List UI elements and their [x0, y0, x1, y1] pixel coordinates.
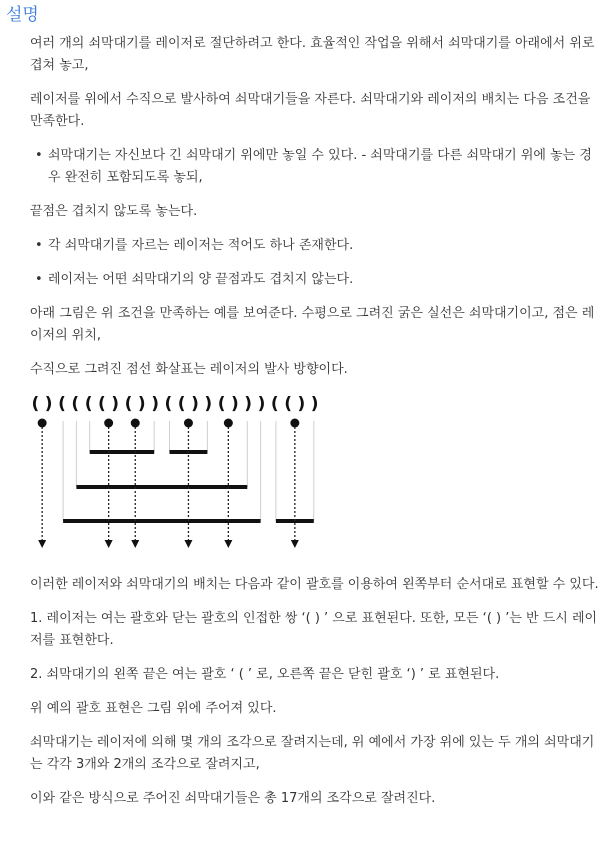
laser-dot [224, 419, 233, 428]
paragraph-conditions: 레이저를 위에서 수직으로 발사하여 쇠막대기들을 자른다. 쇠막대기와 레이저의 배치는 다음 조건을 만족한다. [30, 92, 591, 129]
condition-list-3 [30, 269, 604, 291]
laser-arrowhead [291, 540, 299, 548]
condition-item: • 쇠막대기는 자신보다 긴 쇠막대기 위에만 놓일 수 있다. - 쇠막대기를 다른 쇠막대기 위에 놓는 경우 완전히 포함되도록 놓되, [48, 145, 604, 189]
paragraph-figure-arrows: 수직으로 그려진 점선 화살표는 레이저의 발사 방향이다. [30, 362, 348, 377]
open-bracket: ( [284, 394, 292, 414]
figure-drawing [30, 393, 350, 558]
paragraph-intro: 여러 개의 쇠막대기를 레이저로 절단하려고 한다. 효율적인 작업을 위해서 쇠막대기를 아래에서 위로 겹쳐 놓고, [30, 36, 595, 73]
laser-arrowhead [184, 540, 192, 548]
open-bracket: ( [217, 394, 226, 414]
paragraph-rule-bar: 2. 쇠막대기의 왼쪽 끝은 여는 괄호 ‘ ( ’ 로, 오른쪽 끝은 닫힌 괄호 ‘) ’ 로 표현된다. [30, 667, 500, 682]
open-bracket: ( [71, 394, 80, 414]
paragraph-pieces: 쇠막대기는 레이저에 의해 몇 개의 조각으로 잘려지는데, 위 예에서 가장 위에 있는 두 개의 쇠막대기는 각각 3개와 2개의 조각으로 잘려지고, [30, 735, 595, 772]
laser-dot [184, 419, 193, 428]
open-bracket: ( [270, 394, 279, 414]
condition-list-1 [30, 145, 604, 189]
paragraph-total: 이와 같은 방식으로 주어진 쇠막대기들은 총 17개의 조각으로 잘려진다. [30, 791, 436, 806]
open-bracket: ( [177, 394, 186, 414]
laser-dot [104, 419, 113, 428]
close-bracket: ) [257, 394, 266, 414]
close-bracket: ) [137, 394, 146, 414]
close-bracket: ) [111, 394, 120, 414]
close-bracket: ) [44, 394, 53, 414]
laser-arrowhead [105, 540, 113, 548]
paragraph-endpoints: 끝점은 겹치지 않도록 놓는다. [30, 204, 198, 219]
close-bracket: ) [297, 394, 306, 414]
condition-item: • 각 쇠막대기를 자르는 레이저는 적어도 하나 존재한다. [48, 235, 604, 257]
paragraph-figure-intro: 아래 그림은 위 조건을 만족하는 예를 보여준다. 수평으로 그려진 굵은 실선은 쇠막대기이고, 점은 레이저의 위치, [30, 306, 595, 343]
paragraph-representation: 이러한 레이저와 쇠막대기의 배치는 다음과 같이 괄호를 이용하여 왼쪽부터 순서대로 표현할 수 있다. [30, 577, 599, 592]
laser-bar-figure [30, 393, 350, 558]
open-bracket: ( [31, 394, 40, 414]
close-bracket: ) [244, 394, 253, 414]
section-title: 설명 [6, 5, 39, 25]
close-bracket: ) [191, 394, 199, 414]
description-body [30, 33, 604, 822]
open-bracket: ( [164, 394, 173, 414]
condition-list-2 [30, 235, 604, 257]
open-bracket: ( [84, 394, 93, 414]
condition-item: • 레이저는 어떤 쇠막대기의 양 끝점과도 겹치지 않는다. [48, 269, 604, 291]
laser-arrowhead [224, 540, 232, 548]
laser-dot [290, 419, 299, 428]
laser-arrowhead [131, 540, 139, 548]
laser-dot [131, 419, 140, 428]
close-bracket: ) [231, 394, 239, 414]
close-bracket: ) [310, 394, 319, 414]
open-bracket: ( [124, 394, 133, 414]
close-bracket: ) [204, 394, 213, 414]
paragraph-rule-laser: 1. 레이저는 여는 괄호와 닫는 괄호의 인접한 쌍 ‘( ) ’ 으로 표현된다. 또한, 모든 ‘( ) ’는 반 드시 레이저를 표현한다. [30, 611, 598, 648]
laser-dot [38, 419, 47, 428]
open-bracket: ( [58, 394, 66, 414]
paragraph-example-note: 위 예의 괄호 표현은 그림 위에 주어져 있다. [30, 701, 277, 716]
close-bracket: ) [151, 394, 159, 414]
laser-arrowhead [38, 540, 46, 548]
open-bracket: ( [98, 394, 106, 414]
